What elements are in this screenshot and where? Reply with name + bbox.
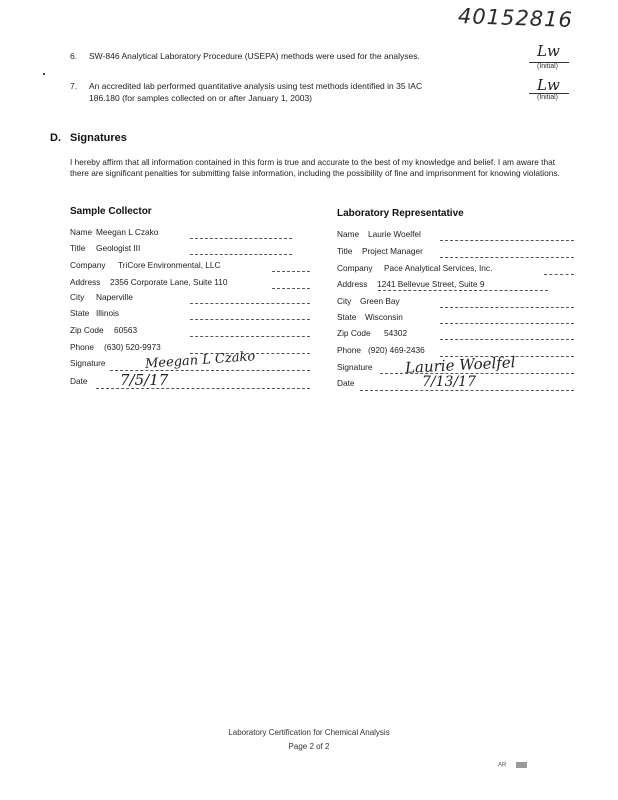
lab-date-label: Date: [337, 378, 355, 388]
lab-signature-line: [380, 373, 574, 374]
collector-company-label: Company: [70, 260, 106, 270]
item-6-text: SW-846 Analytical Laboratory Procedure (USEPA) methods were used for the analyses.: [89, 51, 420, 61]
lab-name-label: Name: [337, 229, 360, 239]
lab-address-label: Address: [337, 279, 368, 289]
collector-date-label: Date: [70, 376, 88, 386]
collector-signature-label: Signature: [70, 358, 106, 368]
collector-signature: Meegan L Czako: [144, 349, 256, 372]
lab-date-line: [360, 390, 574, 391]
collector-name-line: [190, 238, 292, 239]
lab-name-value: Laurie Woelfel: [368, 229, 421, 239]
lab-zip-line: [440, 339, 574, 340]
affirmation-paragraph: I hereby affirm that all information contained in this form is true and accurate to the best of my knowledge and belief. I am aware that there are significant penalties for submitting false information, including the possibility of fine and imprisonment for knowing violations.: [70, 157, 560, 178]
collector-name-label: Name: [70, 227, 93, 237]
lab-company-label: Company: [337, 263, 373, 273]
collector-zip-value: 60563: [114, 325, 138, 335]
item-7-initials: Lw: [537, 76, 560, 94]
lab-state-value: Wisconsin: [365, 312, 403, 322]
lab-city-value: Green Bay: [360, 296, 400, 306]
section-d-letter: D.: [50, 132, 61, 144]
section-d-title: Signatures: [70, 132, 127, 144]
document-number: 40152816: [457, 4, 574, 32]
lab-city-line: [440, 307, 574, 308]
scan-speck: [43, 73, 45, 75]
collector-city-label: City: [70, 292, 85, 302]
collector-city-line: [190, 303, 310, 304]
collector-title-value: Geologist III: [96, 243, 141, 253]
lab-state-line: [440, 323, 574, 324]
collector-zip-label: Zip Code: [70, 325, 104, 335]
item-7-text-line-2: 186.180 (for samples collected on or after January 1, 2003): [89, 93, 313, 103]
collector-company-value: TriCore Environmental, LLC: [118, 260, 221, 270]
lab-city-label: City: [337, 296, 352, 306]
item-7-text-line-1: An accredited lab performed quantitative analysis using test methods identified in 35 IAC: [89, 81, 423, 91]
collector-company-line: [272, 271, 310, 272]
lab-company-value: Pace Analytical Services, Inc.: [384, 263, 493, 273]
collector-date-line: [96, 388, 310, 389]
item-6-initials: Lw: [537, 42, 560, 60]
corner-mark-text: AR: [498, 762, 507, 769]
footer-page-number: Page 2 of 2: [288, 742, 330, 751]
collector-name-value: Meegan L Czako: [96, 227, 159, 237]
item-6-number: 6.: [70, 51, 78, 61]
item-7-initial-label: (Initial): [537, 94, 559, 101]
collector-state-label: State: [70, 308, 90, 318]
item-7-number: 7.: [70, 81, 78, 91]
collector-title-label: Title: [70, 243, 86, 253]
collector-state-line: [190, 319, 310, 320]
lab-signature-label: Signature: [337, 362, 373, 372]
item-6-initial-label: (Initial): [537, 63, 559, 70]
lab-company-line: [544, 274, 574, 275]
lab-zip-label: Zip Code: [337, 328, 371, 338]
corner-mark: [498, 762, 527, 769]
collector-phone-label: Phone: [70, 342, 94, 352]
collector-address-line: [272, 288, 310, 289]
collector-city-value: Naperville: [96, 292, 133, 302]
lab-address-line: [378, 290, 548, 291]
lab-title-value: Project Manager: [362, 246, 423, 256]
sample-collector-heading: Sample Collector: [70, 206, 152, 217]
collector-address-value: 2356 Corporate Lane, Suite 110: [110, 277, 228, 287]
lab-title-label: Title: [337, 246, 353, 256]
lab-address-value: 1241 Bellevue Street, Suite 9: [377, 279, 485, 289]
corner-stamp: [516, 762, 527, 768]
lab-date-value: 7/13/17: [422, 374, 476, 390]
lab-name-line: [440, 240, 574, 241]
collector-title-line: [190, 254, 292, 255]
lab-signature: Laurie Woelfel: [404, 353, 516, 377]
lab-zip-value: 54302: [384, 328, 408, 338]
footer-title: Laboratory Certification for Chemical Analysis: [228, 728, 390, 737]
lab-phone-value: (920) 469-2436: [368, 345, 425, 355]
lab-state-label: State: [337, 312, 357, 322]
collector-date-value: 7/5/17: [120, 371, 169, 389]
lab-title-line: [440, 257, 574, 258]
lab-phone-label: Phone: [337, 345, 361, 355]
collector-phone-value: (630) 520-9973: [104, 342, 161, 352]
collector-address-label: Address: [70, 277, 101, 287]
lab-representative-heading: Laboratory Representative: [337, 208, 464, 219]
collector-state-value: Illinois: [96, 308, 120, 318]
collector-zip-line: [190, 336, 310, 337]
